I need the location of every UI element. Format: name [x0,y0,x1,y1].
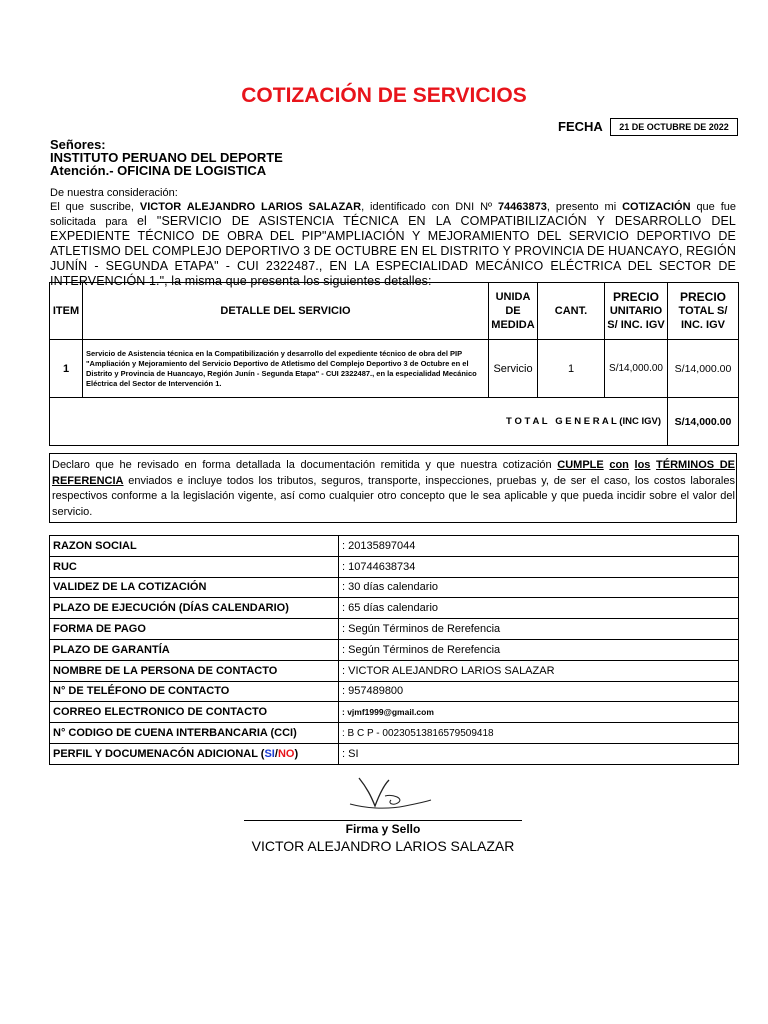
info-row [50,577,739,598]
info-row [50,639,739,660]
perfil-label-text: PERFIL Y DOCUMENACÓN ADICIONAL ( [53,747,265,760]
header-detalle: DETALLE DEL SERVICIO [83,283,489,340]
declaration-los: los [634,459,651,471]
header-unidad [489,283,538,340]
info-row [50,723,739,744]
row-detalle: Servicio de Asistencia técnica en la Compatibilización y desarrollo del expediente técnico de obra del PIP "Ampliación y Mejoramiento del Servicio Deportivo de Atletismo del Complejo Deportivo 3 de Octubre en el Distrito y Provincia de Huancayo, Región Junín - Segunda Etapa" - CUI 2322487., en la especialidad Mecánico Eléctrica del Sector de Intervención 1. [83,340,489,398]
info-label-validez: VALIDEZ DE LA COTIZACIÓN [50,577,339,598]
fecha-value: 21 DE OCTUBRE DE 2022 [610,118,738,136]
info-row [50,619,739,640]
info-label-ruc: RUC [50,556,339,577]
header-cant: CANT. [538,283,605,340]
info-label-telefono: N° DE TELÉFONO DE CONTACTO [50,681,339,702]
signature-scribble [345,774,435,814]
institution-name: INSTITUTO PERUANO DEL DEPORTE [50,150,283,165]
intro-text-d: que fue solicitada para [50,201,736,228]
table-row [50,340,739,398]
declaration-con: con [609,459,629,471]
info-label-plazo-ejecucion: PLAZO DE EJECUCIÓN (DÍAS CALENDARIO) [50,598,339,619]
info-value-telefono: : 957489800 [339,681,739,702]
info-label-forma-pago: FORMA DE PAGO [50,619,339,640]
document-title: COTIZACIÓN DE SERVICIOS [241,84,527,107]
info-row [50,556,739,577]
intro-text-c: , presento mi [546,201,617,213]
header-pt-2: TOTAL S/ [678,305,728,317]
info-row [50,702,739,723]
signer-name: VICTOR ALEJANDRO LARIOS SALAZAR [251,838,515,854]
row-unidad: Servicio [489,340,538,398]
info-value-forma-pago: : Según Términos de Rerefencia [339,619,739,640]
info-value-correo: : vjmf1999@gmail.com [339,702,739,723]
info-value-validez: : 30 días calendario [339,577,739,598]
info-value-cci: : B C P - 00230513816579509418 [339,723,739,744]
declaration-text-b: enviados e incluye todos los tributos, seguros, transporte, inspecciones, pruebas y, de ser el caso, los costos laborales respectivos conforme a la legislación vigente, así como cualquier otro concepto que le sea aplicable y que pueda incidir sobre el valor del servicio. [52,474,735,518]
perfil-slash: / [274,747,278,760]
total-value: S/14,000.00 [668,398,739,446]
info-row [50,743,739,764]
info-label-plazo-garantia: PLAZO DE GARANTÍA [50,639,339,660]
senores-label: Señores: [50,137,106,152]
attention-line: Atención.- OFICINA DE LOGISTICA [50,163,267,178]
row-precio-total: S/14,000.00 [668,340,739,398]
info-value-razon-social: : 20135897044 [339,536,739,557]
info-row [50,681,739,702]
intro-name: VICTOR ALEJANDRO LARIOS SALAZAR [139,201,362,213]
greeting: De nuestra consideración: [50,187,178,199]
intro-text-a: El que suscribe, [50,201,134,213]
info-value-plazo-garantia: : Según Términos de Rerefencia [339,639,739,660]
declaration-box [49,453,737,523]
header-pu-2: UNITARIO [609,305,663,317]
declaration-text-a: Declaro que he revisado en forma detallada la documentación remitida y que nuestra cotización [52,459,552,471]
info-label-cci: N° CODIGO DE CUENA INTERBANCARIA (CCI) [50,723,339,744]
info-row [50,598,739,619]
row-cant: 1 [538,340,605,398]
info-value-plazo-ejecucion: : 65 días calendario [339,598,739,619]
signature-line [244,820,522,821]
info-label-correo: CORREO ELECTRONICO DE CONTACTO [50,702,339,723]
intro-text-b: , identificado con DNI Nº [361,201,493,213]
info-row [50,536,739,557]
info-value-contacto: : VICTOR ALEJANDRO LARIOS SALAZAR [339,660,739,681]
intro-text-e: el "SERVICIO DE ASISTENCIA TÉCNICA EN LA COMPATIBILIZACIÓN Y DESARROLLO DEL EXPEDIENTE TÉCNICO DE OBRA DEL PIP"AMPLIACIÓN Y MEJORAMIENTO DEL SERVICIO DEPORTIVO DE ATLETISMO DEL COMPLEJO DEPORTIVO 3 DE OCTUBRE EN EL DISTRITO Y PROVINCIA DE HUANCAYO, REGIÓN JUNÍN - SEGUNDA ETAPA" - CUI 2322487., EN LA ESPECIALIDAD MECÁNICO ELÉCTRICA DEL SECTOR DE INTERVENCIÓN 1.", la misma que presenta los siguientes detalles: [50,214,736,288]
header-unidad-1: UNIDA [495,291,531,303]
header-unidad-2: DE [505,305,521,317]
header-item: ITEM [50,283,83,340]
header-unidad-3: MEDIDA [491,319,535,331]
info-label-razon-social: RAZON SOCIAL [50,536,339,557]
header-pu-1: PRECIO [612,290,659,304]
declaration-terminos: TÉRMINOS DE REFERENCIA [52,459,735,487]
info-value-perfil: : SI [339,743,739,764]
fecha-label: FECHA [558,119,603,134]
firma-label: Firma y Sello [345,822,421,836]
info-row [50,660,739,681]
intro-dni: 74463873 [497,201,547,213]
services-table [49,282,739,446]
header-pt-1: PRECIO [679,290,726,304]
header-pu-3: S/ INC. IGV [607,319,665,331]
total-label: T O T A L G E N E R A L (INC IGV) [50,398,668,446]
info-table [49,535,739,765]
header-precio-total [668,283,739,340]
row-precio-unitario: S/14,000.00 [605,340,668,398]
perfil-si: SI [264,747,275,760]
perfil-no: NO [277,747,295,760]
header-precio-unitario [605,283,668,340]
addressee-block [50,138,283,177]
info-label-contacto: NOMBRE DE LA PERSONA DE CONTACTO [50,660,339,681]
perfil-close: ) [294,747,299,760]
info-value-ruc: : 10744638734 [339,556,739,577]
intro-cotizacion: COTIZACIÓN [622,201,691,213]
declaration-cumple: CUMPLE [557,459,604,471]
row-item: 1 [50,340,83,398]
header-pt-3: INC. IGV [680,319,725,331]
info-label-perfil [50,743,339,764]
intro-paragraph [50,186,736,289]
